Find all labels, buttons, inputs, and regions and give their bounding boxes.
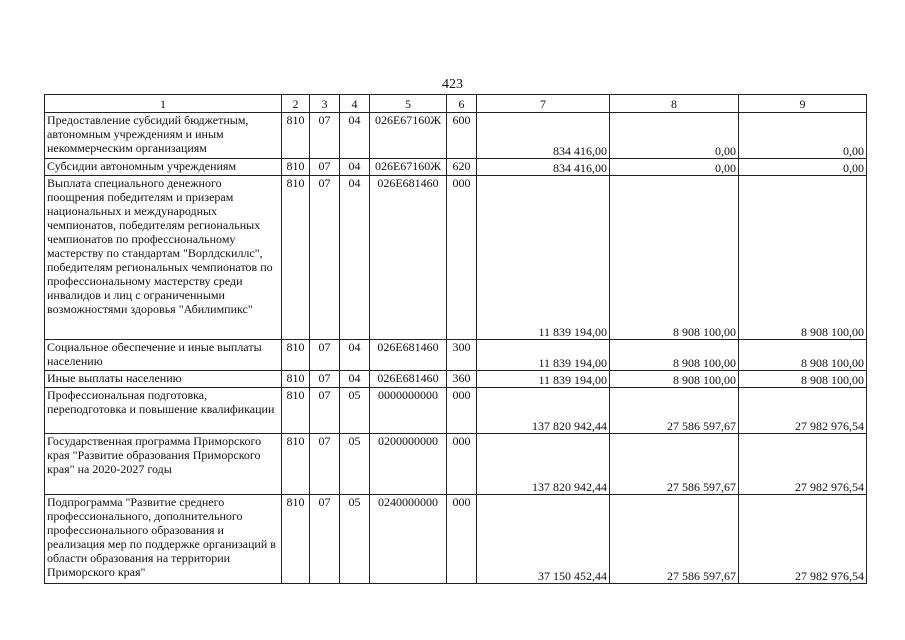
table-row [45, 159, 867, 176]
row-code-5: 026Е681460 [370, 176, 447, 340]
header-cell: 1 [45, 95, 282, 113]
row-code-5: 026Е681460 [370, 371, 447, 388]
row-code-5: 0000000000 [370, 388, 447, 434]
row-value-9: 0,00 [739, 159, 867, 176]
row-code-6: 300 [447, 340, 477, 371]
row-code-6: 360 [447, 371, 477, 388]
row-code-2: 810 [282, 176, 310, 340]
row-code-3: 07 [310, 340, 340, 371]
row-value-8: 8 908 100,00 [610, 176, 739, 340]
page-number: 423 [442, 77, 463, 92]
row-code-3: 07 [310, 388, 340, 434]
row-code-2: 810 [282, 495, 310, 584]
header-cell: 7 [477, 95, 610, 113]
table-row [45, 495, 867, 584]
row-name: Подпрограмма "Развитие среднего профессионального, дополнительного профессионального образования и реализация мер по поддержке организаций в области образования на территории Приморского края" [45, 495, 282, 584]
table-row [45, 113, 867, 159]
row-name: Социальное обеспечение и иные выплаты населению [45, 340, 282, 371]
row-code-2: 810 [282, 340, 310, 371]
table-header-row [45, 95, 867, 113]
row-value-7: 137 820 942,44 [477, 434, 610, 495]
row-value-8: 8 908 100,00 [610, 371, 739, 388]
row-code-4: 05 [340, 434, 370, 495]
row-value-8: 0,00 [610, 159, 739, 176]
row-name: Выплата специального денежного поощрения победителям и призерам национальных и международных чемпионатов, победителям региональных чемпионатов по профессиональному мастерству по стандартам "Ворлдскиллс", победителям региональных чемпионатов по профессиональному мастерству среди инвалидов и лиц с ограниченными возможностями здоровья "Абилимпикс" [45, 176, 282, 340]
row-code-6: 000 [447, 434, 477, 495]
row-code-4: 04 [340, 340, 370, 371]
row-value-8: 27 586 597,67 [610, 434, 739, 495]
row-code-3: 07 [310, 371, 340, 388]
row-code-6: 620 [447, 159, 477, 176]
row-code-6: 000 [447, 176, 477, 340]
row-value-9: 27 982 976,54 [739, 495, 867, 584]
header-cell: 3 [310, 95, 340, 113]
table-row [45, 371, 867, 388]
row-code-4: 05 [340, 495, 370, 584]
row-value-7: 834 416,00 [477, 159, 610, 176]
table-row [45, 388, 867, 434]
row-code-4: 05 [340, 388, 370, 434]
row-name: Профессиональная подготовка, переподготовка и повышение квалификации [45, 388, 282, 434]
row-value-9: 8 908 100,00 [739, 340, 867, 371]
row-code-3: 07 [310, 434, 340, 495]
row-value-8: 8 908 100,00 [610, 340, 739, 371]
row-name: Субсидии автономным учреждениям [45, 159, 282, 176]
row-name: Иные выплаты населению [45, 371, 282, 388]
row-code-6: 000 [447, 495, 477, 584]
table-row [45, 434, 867, 495]
row-value-8: 27 586 597,67 [610, 495, 739, 584]
row-value-9: 0,00 [739, 113, 867, 159]
row-code-5: 0200000000 [370, 434, 447, 495]
budget-table [44, 94, 867, 584]
row-code-2: 810 [282, 388, 310, 434]
table-row [45, 176, 867, 340]
row-code-5: 026Е681460 [370, 340, 447, 371]
row-value-9: 8 908 100,00 [739, 176, 867, 340]
header-cell: 6 [447, 95, 477, 113]
row-name: Предоставление субсидий бюджетным, автономным учреждениям и иным некоммерческим организациям [45, 113, 282, 159]
row-code-4: 04 [340, 159, 370, 176]
row-code-2: 810 [282, 159, 310, 176]
row-value-8: 0,00 [610, 113, 739, 159]
row-code-5: 026Е67160Ж [370, 113, 447, 159]
row-code-4: 04 [340, 176, 370, 340]
row-code-3: 07 [310, 495, 340, 584]
row-code-2: 810 [282, 113, 310, 159]
row-value-7: 11 839 194,00 [477, 371, 610, 388]
row-value-7: 11 839 194,00 [477, 340, 610, 371]
row-code-3: 07 [310, 159, 340, 176]
row-value-7: 37 150 452,44 [477, 495, 610, 584]
row-value-9: 8 908 100,00 [739, 371, 867, 388]
header-cell: 8 [610, 95, 739, 113]
row-value-7: 137 820 942,44 [477, 388, 610, 434]
row-value-8: 27 586 597,67 [610, 388, 739, 434]
row-code-2: 810 [282, 371, 310, 388]
header-cell: 4 [340, 95, 370, 113]
table-row [45, 340, 867, 371]
row-code-2: 810 [282, 434, 310, 495]
header-cell: 5 [370, 95, 447, 113]
row-value-9: 27 982 976,54 [739, 434, 867, 495]
row-code-4: 04 [340, 113, 370, 159]
row-value-9: 27 982 976,54 [739, 388, 867, 434]
row-code-4: 04 [340, 371, 370, 388]
row-code-3: 07 [310, 113, 340, 159]
row-code-6: 000 [447, 388, 477, 434]
row-code-6: 600 [447, 113, 477, 159]
row-name: Государственная программа Приморского края "Развитие образования Приморского края" на 2020-2027 годы [45, 434, 282, 495]
row-code-5: 026Е67160Ж [370, 159, 447, 176]
header-cell: 9 [739, 95, 867, 113]
row-code-5: 0240000000 [370, 495, 447, 584]
row-value-7: 834 416,00 [477, 113, 610, 159]
row-value-7: 11 839 194,00 [477, 176, 610, 340]
row-code-3: 07 [310, 176, 340, 340]
header-cell: 2 [282, 95, 310, 113]
